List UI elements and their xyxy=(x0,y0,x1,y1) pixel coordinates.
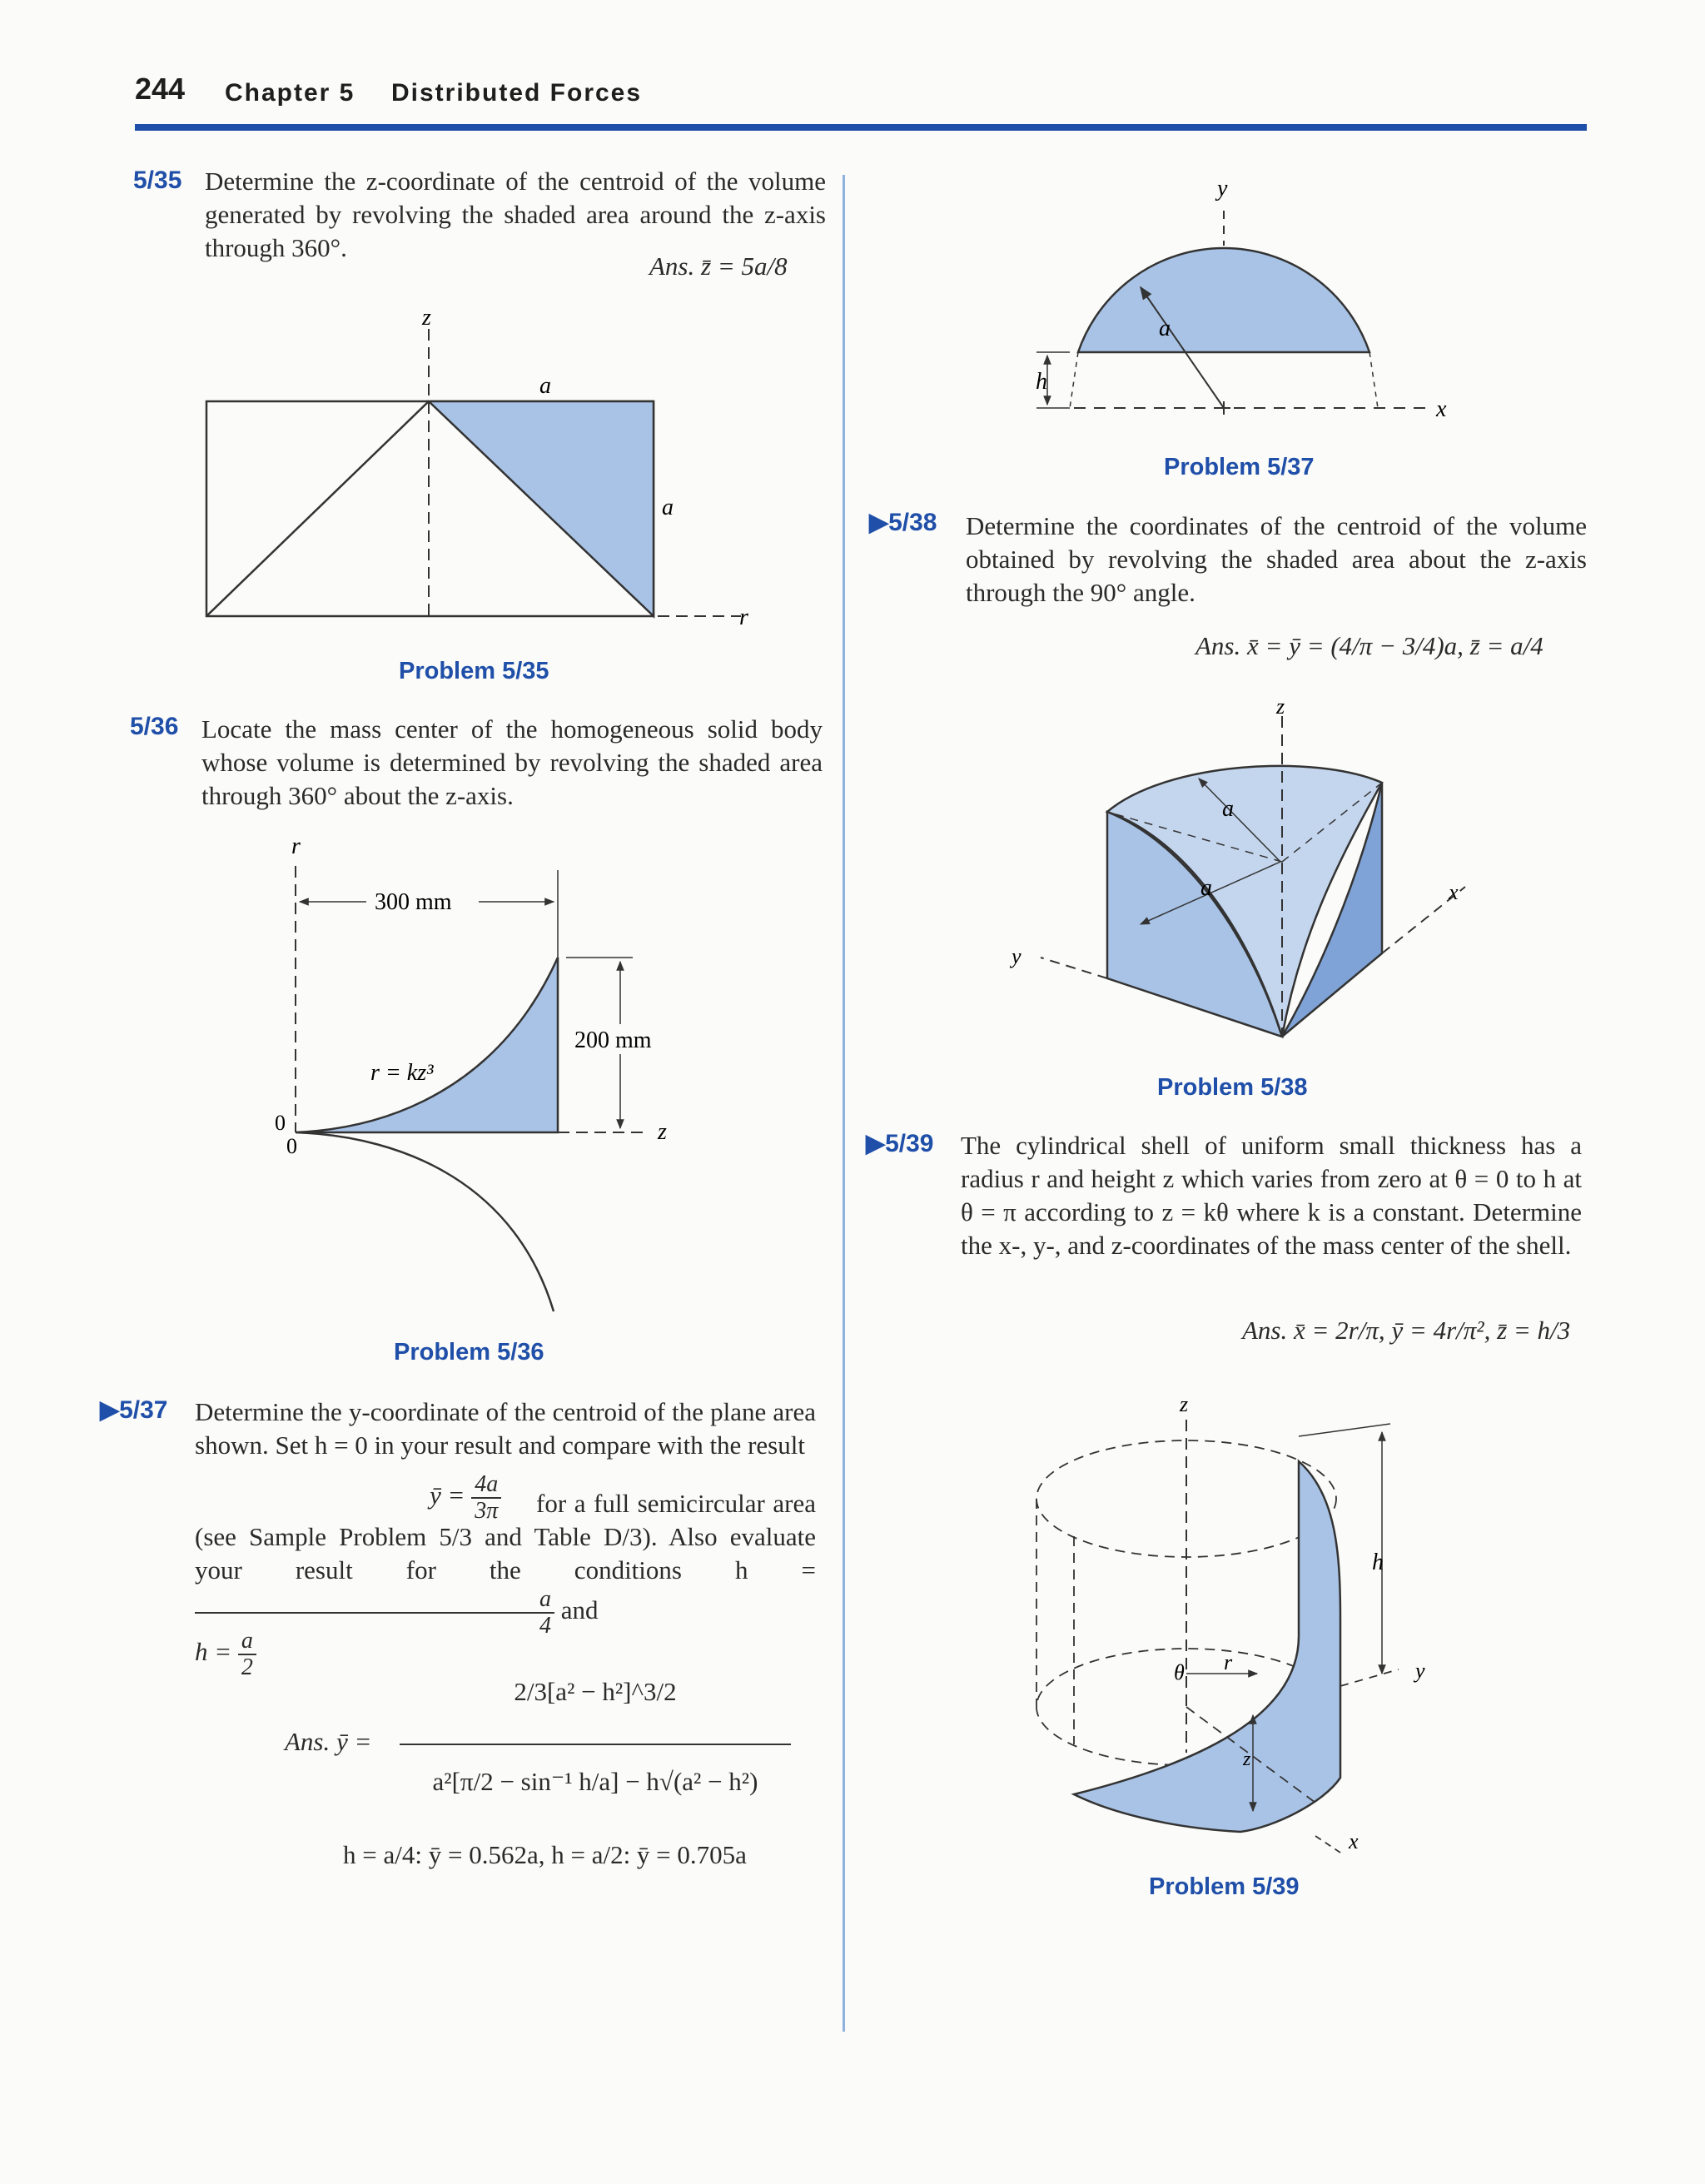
problem-text-5-35: Determine the z-coordinate of the centroid of the volume generated by revolving the shaded area around the z-axis through 360°. xyxy=(205,167,826,262)
caption-5-35: Problem 5/35 xyxy=(399,658,549,684)
fraction-a-2: $\frac{a}{2}$ xyxy=(238,1629,256,1680)
x-label: x xyxy=(1349,1829,1359,1853)
problem-number-5-39: ▶5/39 xyxy=(866,1130,934,1157)
caption-5-37: Problem 5/37 xyxy=(1164,454,1315,480)
answer-5-38: Ans. x̄ = ȳ = (4/π − 3/4)a, z̄ = a/4 xyxy=(1195,631,1543,660)
answer-fraction-bar xyxy=(400,1744,791,1745)
z-mid-label: z xyxy=(1243,1749,1251,1770)
y-label: y xyxy=(1217,176,1228,201)
origin-label-2: 0 xyxy=(286,1134,297,1158)
figure-5-38 xyxy=(999,695,1499,1062)
problem-text-5-38: Determine the coordinates of the centroid of the volume obtained by revolving the shaded area about the z-axis through the 90° angle. xyxy=(966,511,1587,607)
a-label-1: a xyxy=(1222,796,1234,822)
y-label: y xyxy=(1012,944,1022,968)
chapter-label: Chapter 5 xyxy=(225,79,355,107)
mirror-curve xyxy=(296,1132,554,1311)
problem-text-5-39: The cylindrical shell of uniform small thickness has a radius r and height z which varies from zero at θ = 0 to h at θ = π according to z = kθ where k is a constant. Determine the x-, y-, and z-coordinates of the mass center of the shell. xyxy=(961,1131,1582,1260)
a-label: a xyxy=(1159,316,1171,341)
z-label: z xyxy=(1276,695,1285,719)
x-label: x xyxy=(1449,880,1459,904)
a-top-label: a xyxy=(539,373,551,399)
shaded-area xyxy=(296,958,558,1132)
x-label: x xyxy=(1436,396,1447,422)
y-label: y xyxy=(1415,1659,1425,1683)
chapter-title: Distributed Forces xyxy=(391,79,643,107)
z-label: z xyxy=(658,1119,667,1145)
dim-200-label: 200 mm xyxy=(574,1027,652,1053)
problem-text-5-37: Determine the y-coordinate of the centroid of the plane area shown. Set h = 0 in your result and compare with the result xyxy=(195,1397,816,1460)
caption-5-39: Problem 5/39 xyxy=(1149,1873,1300,1900)
helical-shell xyxy=(1074,1461,1340,1832)
page-number: 244 xyxy=(135,72,186,106)
problem-number-5-38: ▶5/38 xyxy=(869,509,937,536)
problem-number-5-35: 5/35 xyxy=(133,167,182,194)
r-label: r xyxy=(739,604,748,630)
answer-label-5-37: Ans. ȳ = xyxy=(285,1727,372,1756)
r-label: r xyxy=(1224,1650,1233,1674)
z-label: z xyxy=(422,305,431,331)
y-axis-line xyxy=(1041,958,1107,978)
h-label: h xyxy=(1372,1550,1384,1575)
figure-5-39 xyxy=(1024,1386,1490,1869)
fraction-4a-3pi: $\frac{4a}{3\pi}$ xyxy=(471,1472,501,1524)
z-top-label: z xyxy=(1180,1392,1189,1416)
shaded-triangle xyxy=(429,401,654,616)
figure-5-35 xyxy=(191,300,774,649)
caption-5-38: Problem 5/38 xyxy=(1157,1074,1308,1101)
fraction-a-4: $\frac{a}{4}$ xyxy=(195,1587,554,1639)
problem-text-5-36: Locate the mass center of the homogeneous solid body whose volume is determined by revolving the shaded area through 360° about the z-axis. xyxy=(201,714,823,810)
theta-label: θ xyxy=(1174,1660,1185,1684)
column-divider xyxy=(843,175,845,2032)
header-rule xyxy=(135,124,1587,131)
shaded-segment xyxy=(1078,248,1369,352)
answer-5-35: Ans. z̄ = 5a/8 xyxy=(649,251,788,281)
h-label: h xyxy=(1036,369,1047,395)
figure-5-36 xyxy=(266,828,683,1328)
r-label: r xyxy=(291,833,301,859)
answer-values-5-37: h = a/4: ȳ = 0.562a, h = a/2: ȳ = 0.705a xyxy=(343,1840,747,1869)
figure-5-37 xyxy=(1024,171,1465,429)
result-expression: ȳ = xyxy=(430,1480,465,1510)
answer-numerator: 2/3[a² − h²]^3/2 xyxy=(514,1677,677,1706)
answer-5-39: Ans. x̄ = 2r/π, ȳ = 4r/π², z̄ = h/3 xyxy=(1242,1316,1571,1345)
h-equals: h = xyxy=(195,1637,232,1667)
problem-number-5-37: ▶5/37 xyxy=(100,1396,168,1424)
a-label-2: a xyxy=(1200,875,1212,901)
problem-number-5-36: 5/36 xyxy=(130,713,179,740)
problem-text-5-37-cont: for a full semicircular area (see Sample Problem 5/3 and Table D/3). Also evaluate your result for the conditions h = $\frac{a}{4}$ and xyxy=(195,1489,816,1639)
x-axis-line xyxy=(1315,1836,1340,1853)
diagonal-line xyxy=(206,401,429,616)
a-side-label: a xyxy=(662,495,674,520)
curve-label: r = kz³ xyxy=(370,1060,434,1086)
caption-5-36: Problem 5/36 xyxy=(394,1339,544,1366)
answer-denominator: a²[π/2 − sin⁻¹ h/a] − h√(a² − h²) xyxy=(432,1767,758,1796)
y-axis-line xyxy=(1340,1669,1399,1686)
dim-300-label: 300 mm xyxy=(375,889,452,915)
origin-label: 0 xyxy=(275,1111,286,1135)
